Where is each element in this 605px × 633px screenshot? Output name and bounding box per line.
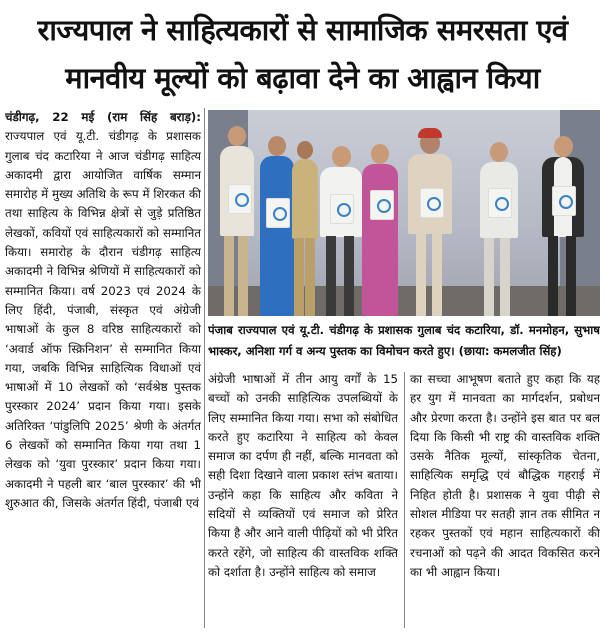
headline-line-2: मानवीय मूल्यों को बढ़ावा देने का आह्वान किया — [65, 61, 540, 95]
headline-line-1: राज्यपाल ने साहित्यकारों से सामाजिक समरसता एवं — [37, 13, 568, 47]
article-column-middle — [208, 370, 398, 628]
person-figure — [476, 142, 522, 316]
article-column-left — [5, 108, 201, 628]
column-divider — [404, 372, 405, 628]
person-figure — [538, 136, 588, 316]
photo-caption: पंजाब राज्यपाल एवं यू.टी. चंडीगढ़ के प्रशासक गुलाब चंद कटारिया, डॉ. मनमोहन, सुभाष भास्कर, अनिशा गर्ग व अन्य पुस्तक का विमोचन करते हुए। (छाया: कमलजीत सिंह) — [208, 323, 600, 358]
article-dateline: चंडीगढ़, 22 मई (राम सिंह बराड़): — [5, 110, 201, 124]
article-text-left: राज्यपाल एवं यू.टी. चंडीगढ़ के प्रशासक गुलाब चंद कटारिया ने आज चंडीगढ़ साहित्य अकादमी द्वारा आयोजित वार्षिक सम्मान समारोह में मुख्य अतिथि के रूप में शिरकत की तथा साहित्य के विभिन्न क्षेत्रों से जुड़े प्रतिष्ठित लेखकों, कवियों एवं साहित्यकारों को सम्मानित किया। समारोह के दौरान चंडीगढ़ साहित्य अकादमी ने विभिन्न श्रेणियों में साहित्यकारों को सम्मानित किया। वर्ष 2023 एवं 2024 के लिए हिंदी, पंजाबी, संस्कृत एवं अंग्रेजी भाषाओं के कुल 8 वरिष्ठ साहित्यकारों को ‘अवार्ड ऑफ स्क्रिनिशन’ से सम्मानित किया गया, जबकि विभिन्न साहित्यिक विधाओं एवं भाषाओं में 10 लेखकों को ‘सर्वश्रेष्ठ पुस्तक पुरस्कार 2024’ प्रदान किया गया। इसके अतिरिक्त ‘पांडुलिपि 2025’ श्रेणी के अंतर्गत 6 लेखकों को सम्मानित किया गया तथा 1 लेखक को ‘युवा पुरस्कार’ प्रदान किया गया। अकादमी ने पहली बार ‘बाल पुरस्कार’ की भी शुरुआत की, जिसके अंतर्गत हिंदी, पंजाबी एवं — [5, 129, 201, 510]
person-figure — [216, 126, 256, 316]
column-divider — [204, 108, 205, 628]
event-photo — [208, 110, 600, 316]
article-text-middle: अंग्रेजी भाषाओं में तीन आयु वर्गों के 15 बच्चों को उनकी साहित्यिक उपलब्धियों के लिए सम्मानित किया गया। सभा को संबोधित करते हुए कटारिया ने साहित्य को केवल समाज का दर्पण ही नहीं, बल्कि मानवता को सही दिशा दिखाने वाला प्रकाश स्तंभ बताया। उन्होंने कहा कि साहित्य और कविता ने सदियों से व्यक्तियों एवं समाज को प्रेरित किया है और आने वाली पीढ़ियों को भी प्रेरित करते रहेंगे, जो साहित्य की वास्तविक शक्ति को दर्शाता है। उन्होंने साहित्य को समाज — [208, 372, 398, 579]
person-figure — [406, 132, 454, 316]
person-figure — [358, 144, 402, 316]
article-column-right — [410, 370, 600, 628]
article-text-right: का सच्चा आभूषण बताते हुए कहा कि यह हर युग में मानवता का मार्गदर्शन, प्रबोधन और प्रेरणा करता है। उन्होंने इस बात पर बल दिया कि किसी भी राष्ट्र की वास्तविक शक्ति उसके नैतिक मूल्यों, सांस्कृतिक चेतना, साहित्यिक समृद्धि एवं बौद्धिक गहराई में निहित होती है। प्रशासक ने युवा पीढ़ी से सोशल मीडिया पर सतही ज्ञान तक सीमित न रहकर पुस्तकों एवं महान साहित्यकारों की रचनाओं को पढ़ने की आदत विकसित करने का भी आह्वान किया। — [410, 372, 600, 579]
